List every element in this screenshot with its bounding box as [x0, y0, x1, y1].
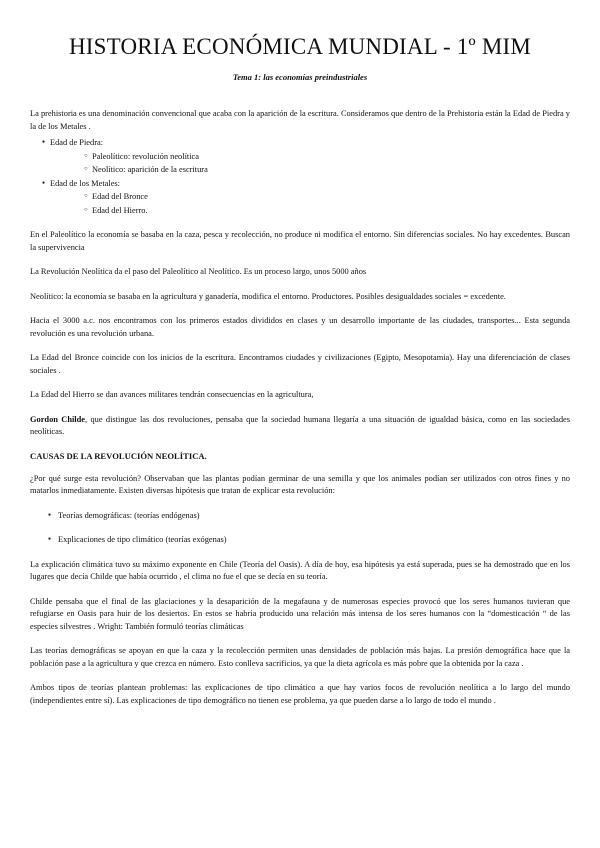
intro-paragraph: La prehistoria es una denominación convencional que acaba con la aparición de la escritura. Consideramos que dentro de la Prehistoria están la Edad de Piedra y la de los Metales . [30, 109, 570, 131]
list-item: ○ Paleolítico: revolución neolítica [30, 150, 570, 164]
list-item: ○ Edad del Hierro. [30, 204, 570, 218]
theory-item: ● Teorías demográficas: (teorías endógenas) [30, 510, 570, 522]
demographic-paragraph: Las teorías demográficas se apoyan en que la caza y la recolección permiten unas densidades de población más bajas. La presión demográfica hace que la población pase a la agricultura y que crezca en número. Esto conlleva sacrificios, ya que la dieta agrícola es más pobre que la obtenida por la caza . [30, 646, 570, 668]
revolucion-paragraph: La Revolución Neolítica da el paso del Paleolítico al Neolítico. Es un proceso largo, unos 5000 años [30, 267, 367, 276]
climatic-paragraph: La explicación climática tuvo su máximo exponente en Chile (Teoría del Oasis). A día de hoy, esa hipótesis ya está superada, pues se ha demostrado que en los lugares que decía Childe que había ocurrido , el clima no fue el que se decía en su teoría. [30, 559, 570, 581]
childe-paragraph [30, 414, 570, 439]
theory-item: ● Explicaciones de tipo climático (teorías exógenas) [30, 534, 570, 546]
paleolitico-paragraph: En el Paleolítico la economía se basaba en la caza, pesca y recolección, no produce ni modifica el entorno. Sin diferencias sociales. No hay excedentes. Buscan la supervivencia [30, 230, 570, 252]
childe-name: Gordon Childe [30, 414, 86, 424]
list-item: ● Edad de Piedra: [30, 136, 570, 150]
both-theories-paragraph: Ambos tipos de teorías plantean problemas: las explicaciones de tipo climático a que hay varios focos de revolución neolítica a lo largo del mundo (independientes entre sí). Las explicaciones de tipo demográfico no tienen ese problema, ya que pueden darse a lo largo de todo el mundo . [30, 683, 570, 705]
oasis-paragraph: Childe pensaba que el final de las glaciaciones y la desaparición de la megafauna y de numerosas especies provocó que los seres humanos tuvieran que refugiarse en Oasis para huir de los desiertos. En estos se habría producido una relación más intensa de los seres humanos con la “domesticación “ de las especies silvestres . Wright: También formuló teorías climáticas [30, 596, 570, 631]
causes-heading: CAUSAS DE LA REVOLUCIÓN NEOLÍTICA. [30, 450, 207, 461]
bronze-age-paragraph: La Edad del Bronce coincide con los inicios de la escritura. Encontramos ciudades y civilizaciones (Egipto, Mesopotamia). Hay una diferenciación de clases sociales . [30, 353, 570, 375]
causes-question: ¿Por qué surge esta revolución? Observaban que las plantas podían germinar de una semilla y que los animales podían ser utilizados con otros fines y no matarlos inmediatamente. Existen diversas hipótesis que tratan de explicar esta revolución: [30, 473, 570, 495]
childe-text: , que distingue las dos revoluciones, pensaba que la sociedad humana llegaría a una situación de igualdad básica, como en las sociedades neolíticas. [30, 414, 570, 436]
page-subtitle: Tema 1: las economías preindustriales [232, 72, 368, 82]
urban-revolution-paragraph: Hacia el 3000 a.c. nos encontramos con los primeros estados divididos en clases y un desarrollo importante de las ciudades, transportes... Esta segunda revolución es una revolución urbana. [30, 316, 570, 338]
ages-list [30, 136, 570, 217]
page-title: HISTORIA ECONÓMICA MUNDIAL - 1º MIM [68, 34, 531, 59]
neolitico-paragraph: Neolítico: la economía se basaba en la agricultura y ganadería, modifica el entorno. Productores. Posibles desigualdades sociales = excedente. [30, 291, 506, 301]
list-item: ○ Neolítico: aparición de la escritura [30, 163, 570, 177]
list-item: ● Edad de los Metales: [30, 177, 570, 191]
iron-age-paragraph: La Edad del Hierro se dan avances militares tendrán consecuencias en la agricultura, [30, 390, 314, 399]
list-item: ○ Edad del Bronce [30, 190, 570, 204]
